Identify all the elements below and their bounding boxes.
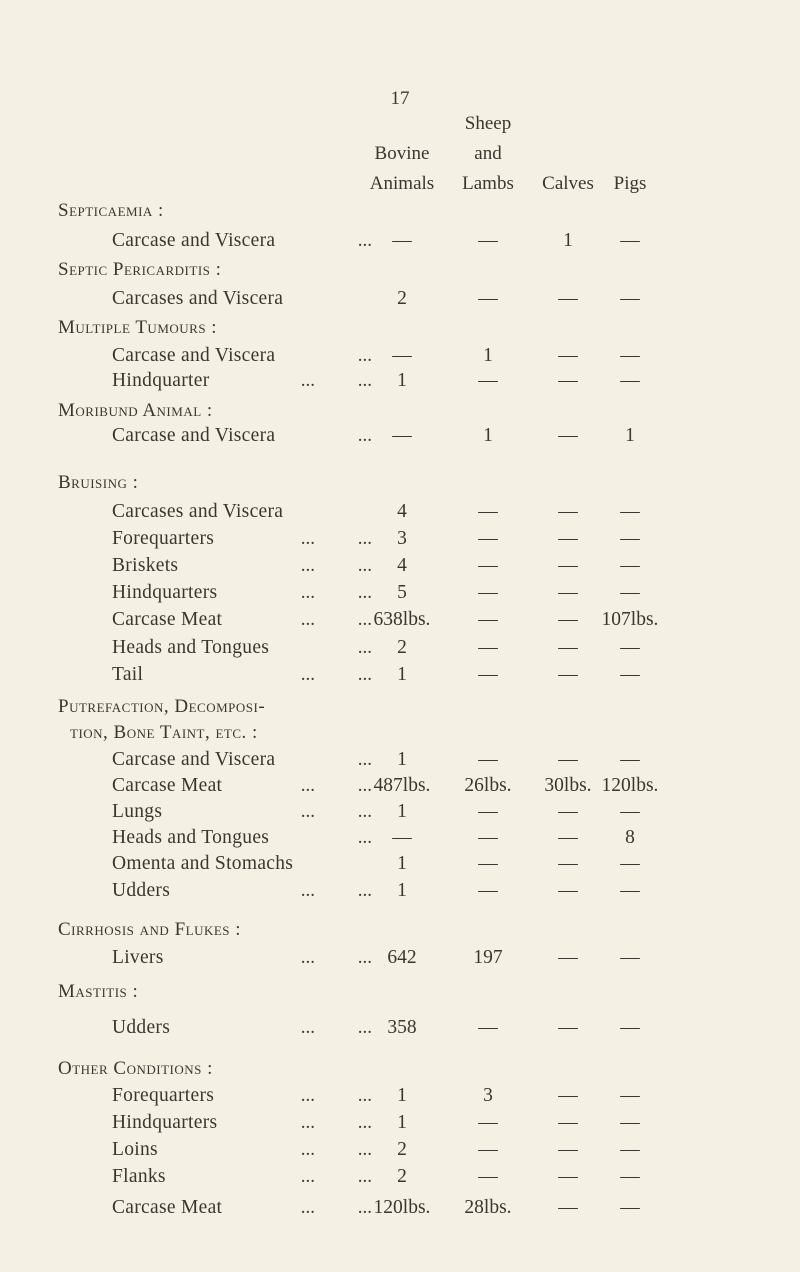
cell-bovine: —: [392, 345, 412, 366]
cell-calves: —: [558, 664, 578, 685]
leader-dots: ... ...: [300, 1166, 372, 1187]
cell-bovine: 358: [387, 1017, 417, 1038]
cell-calves: —: [558, 1166, 578, 1187]
cell-calves: —: [558, 801, 578, 822]
column-header-sheep: Lambs: [462, 173, 514, 194]
row-label: Heads and Tongues: [112, 827, 270, 848]
cell-pigs: —: [620, 1017, 640, 1038]
cell-calves: —: [558, 555, 578, 576]
leader-dots: ... ...: [300, 801, 372, 822]
section-heading: Mastitis :: [58, 981, 139, 1002]
column-header-sheep: and: [474, 143, 502, 164]
cell-pigs: 8: [625, 827, 635, 848]
cell-pigs: —: [620, 555, 640, 576]
cell-sheep: 1: [483, 345, 493, 366]
column-header-bovine: Bovine: [374, 143, 430, 164]
cell-calves: —: [558, 1085, 578, 1106]
section-heading: Multiple Tumours :: [58, 317, 218, 338]
cell-pigs: —: [620, 528, 640, 549]
cell-pigs: —: [620, 501, 640, 522]
cell-calves: —: [558, 880, 578, 901]
cell-pigs: —: [620, 1166, 640, 1187]
leader-dots: ... ...: [300, 609, 372, 630]
cell-bovine: 642: [387, 947, 417, 968]
cell-sheep: —: [478, 582, 498, 603]
row-label: Hindquarter: [112, 370, 210, 391]
row-label: Flanks: [112, 1166, 166, 1187]
cell-sheep: —: [478, 801, 498, 822]
row-label: Carcase Meat: [112, 609, 223, 630]
section-heading: Moribund Animal :: [58, 400, 213, 421]
cell-calves: —: [558, 345, 578, 366]
cell-calves: —: [558, 370, 578, 391]
cell-sheep: —: [478, 853, 498, 874]
row-label: Carcase and Viscera: [112, 749, 276, 770]
cell-sheep: —: [478, 637, 498, 658]
cell-calves: 30lbs.: [544, 775, 592, 796]
row-label: Carcase and Viscera: [112, 345, 276, 366]
cell-calves: —: [558, 425, 578, 446]
cell-sheep: —: [478, 288, 498, 309]
row-label: Carcases and Viscera: [112, 501, 284, 522]
cell-sheep: —: [478, 528, 498, 549]
cell-pigs: —: [620, 664, 640, 685]
cell-calves: —: [558, 582, 578, 603]
cell-sheep: —: [478, 501, 498, 522]
leader-dots: ... ...: [300, 555, 372, 576]
column-header-calves: Calves: [542, 173, 594, 194]
cell-sheep: —: [478, 749, 498, 770]
cell-pigs: —: [620, 1085, 640, 1106]
cell-bovine: 2: [397, 637, 407, 658]
cell-bovine: —: [392, 230, 412, 251]
section-heading: Septic Pericarditis :: [58, 259, 222, 280]
cell-calves: —: [558, 1139, 578, 1160]
row-label: Udders: [112, 880, 171, 901]
cell-pigs: —: [620, 1197, 640, 1218]
cell-calves: —: [558, 853, 578, 874]
cell-bovine: 1: [397, 880, 407, 901]
section-heading: Putrefaction, Decomposi-: [58, 696, 266, 717]
cell-pigs: —: [620, 582, 640, 603]
leader-dots: ... ...: [300, 1112, 372, 1133]
cell-calves: —: [558, 637, 578, 658]
cell-pigs: —: [620, 947, 640, 968]
leader-dots: ... ...: [300, 1139, 372, 1160]
row-label: Loins: [112, 1139, 158, 1160]
row-label: Hindquarters: [112, 1112, 218, 1133]
leader-dots: ... ...: [300, 1197, 372, 1218]
cell-bovine: 1: [397, 370, 407, 391]
section-heading: Septicaemia :: [58, 200, 164, 221]
row-label: Heads and Tongues: [112, 637, 270, 658]
cell-bovine: 1: [397, 664, 407, 685]
leader-dots: ... ...: [300, 947, 372, 968]
leader-dots: ...: [357, 345, 372, 366]
leader-dots: ...: [357, 230, 372, 251]
leader-dots: ...: [357, 749, 372, 770]
cell-pigs: 120lbs.: [601, 775, 659, 796]
cell-sheep: 3: [483, 1085, 493, 1106]
cell-sheep: —: [478, 1139, 498, 1160]
cell-pigs: —: [620, 637, 640, 658]
row-label: Briskets: [112, 555, 179, 576]
cell-calves: —: [558, 1112, 578, 1133]
cell-pigs: 107lbs.: [601, 609, 659, 630]
cell-bovine: 1: [397, 853, 407, 874]
row-label: Udders: [112, 1017, 171, 1038]
column-header-sheep: Sheep: [464, 113, 512, 134]
leader-dots: ...: [357, 637, 372, 658]
row-label: Omenta and Stomachs: [112, 853, 294, 874]
cell-sheep: —: [478, 1166, 498, 1187]
cell-bovine: 1: [397, 1085, 407, 1106]
cell-calves: —: [558, 609, 578, 630]
leader-dots: ... ...: [300, 880, 372, 901]
cell-pigs: —: [620, 880, 640, 901]
cell-bovine: 5: [397, 582, 407, 603]
leader-dots: ... ...: [300, 775, 372, 796]
cell-calves: —: [558, 947, 578, 968]
cell-bovine: 2: [397, 1166, 407, 1187]
leader-dots: ... ...: [300, 528, 372, 549]
cell-sheep: —: [478, 370, 498, 391]
cell-sheep: —: [478, 1112, 498, 1133]
cell-sheep: 1: [483, 425, 493, 446]
section-heading: Cirrhosis and Flukes :: [58, 919, 242, 940]
cell-bovine: —: [392, 425, 412, 446]
cell-sheep: —: [478, 1017, 498, 1038]
leader-dots: ...: [357, 425, 372, 446]
cell-bovine: 4: [397, 501, 407, 522]
cell-sheep: 26lbs.: [464, 775, 512, 796]
row-label: Carcase Meat: [112, 1197, 223, 1218]
row-label: Lungs: [112, 801, 163, 822]
cell-pigs: —: [620, 288, 640, 309]
cell-bovine: 638lbs.: [373, 609, 431, 630]
cell-sheep: —: [478, 664, 498, 685]
leader-dots: ... ...: [300, 1085, 372, 1106]
leader-dots: ... ...: [300, 582, 372, 603]
row-label: Forequarters: [112, 528, 215, 549]
cell-sheep: 197: [473, 947, 503, 968]
cell-sheep: —: [478, 880, 498, 901]
cell-bovine: 2: [397, 288, 407, 309]
cell-calves: 1: [563, 230, 573, 251]
cell-bovine: 4: [397, 555, 407, 576]
cell-sheep: 28lbs.: [464, 1197, 512, 1218]
cell-calves: —: [558, 501, 578, 522]
cell-calves: —: [558, 749, 578, 770]
cell-sheep: —: [478, 230, 498, 251]
row-label: Hindquarters: [112, 582, 218, 603]
cell-bovine: 1: [397, 1112, 407, 1133]
cell-sheep: —: [478, 609, 498, 630]
leader-dots: ... ...: [300, 1017, 372, 1038]
cell-bovine: —: [392, 827, 412, 848]
column-header-bovine: Animals: [369, 173, 435, 194]
cell-calves: —: [558, 528, 578, 549]
cell-bovine: 487lbs.: [373, 775, 431, 796]
cell-pigs: —: [620, 1139, 640, 1160]
leader-dots: ... ...: [300, 664, 372, 685]
row-label: Carcase and Viscera: [112, 425, 276, 446]
row-label: Carcase Meat: [112, 775, 223, 796]
leader-dots: ... ...: [300, 370, 372, 391]
cell-pigs: —: [620, 370, 640, 391]
cell-pigs: —: [620, 749, 640, 770]
leader-dots: ...: [357, 827, 372, 848]
cell-pigs: —: [620, 1112, 640, 1133]
section-heading: tion, Bone Taint, etc. :: [70, 722, 258, 743]
row-label: Carcases and Viscera: [112, 288, 284, 309]
cell-bovine: 1: [397, 749, 407, 770]
cell-bovine: 1: [397, 801, 407, 822]
cell-bovine: 120lbs.: [373, 1197, 431, 1218]
column-header-pigs: Pigs: [613, 173, 647, 194]
row-label: Livers: [112, 947, 164, 968]
row-label: Forequarters: [112, 1085, 215, 1106]
row-label: Carcase and Viscera: [112, 230, 276, 251]
cell-calves: —: [558, 1017, 578, 1038]
cell-bovine: 2: [397, 1139, 407, 1160]
cell-pigs: —: [620, 345, 640, 366]
cell-calves: —: [558, 1197, 578, 1218]
cell-pigs: —: [620, 853, 640, 874]
cell-pigs: —: [620, 801, 640, 822]
row-label: Tail: [112, 664, 144, 685]
cell-calves: —: [558, 288, 578, 309]
cell-sheep: —: [478, 555, 498, 576]
cell-sheep: —: [478, 827, 498, 848]
section-heading: Bruising :: [58, 472, 139, 493]
page-number: 17: [390, 88, 410, 109]
cell-calves: —: [558, 827, 578, 848]
section-heading: Other Conditions :: [58, 1058, 213, 1079]
cell-pigs: 1: [625, 425, 635, 446]
cell-bovine: 3: [397, 528, 407, 549]
cell-pigs: —: [620, 230, 640, 251]
